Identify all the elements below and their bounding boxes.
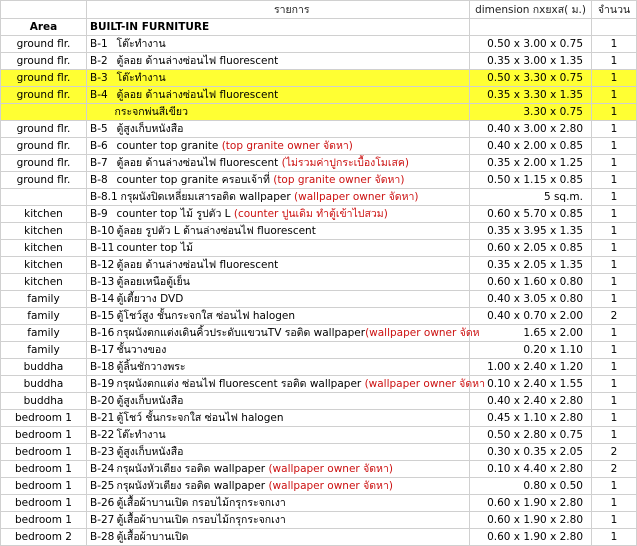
owner-note: (top granite owner จัดหา) bbox=[273, 174, 405, 186]
description-text: ตู้เสื้อผ้าบานเปิด กรอบไม้กรุกระจกเงา bbox=[116, 497, 286, 509]
quantity-cell[interactable]: 1 bbox=[592, 325, 637, 342]
code-cell[interactable]: B-25 bbox=[87, 478, 115, 495]
area-cell[interactable]: bedroom 2 bbox=[1, 529, 87, 546]
table-row bbox=[1, 189, 637, 206]
table-row bbox=[1, 342, 637, 359]
quantity-cell[interactable]: 1 bbox=[592, 478, 637, 495]
dimension-cell[interactable]: 0.60 x 1.60 x 0.80 bbox=[470, 274, 592, 291]
dimension-cell[interactable]: 0.60 x 1.90 x 2.80 bbox=[470, 529, 592, 546]
quantity-cell[interactable]: 1 bbox=[592, 36, 637, 53]
area-heading[interactable]: Area bbox=[1, 19, 87, 36]
table-row bbox=[1, 359, 637, 376]
code-cell[interactable]: B-7 bbox=[87, 155, 115, 172]
area-cell[interactable]: ground flr. bbox=[1, 138, 87, 155]
area-cell[interactable] bbox=[1, 104, 87, 121]
dimension-cell[interactable]: 0.40 x 2.00 x 0.85 bbox=[470, 138, 592, 155]
description-cell[interactable] bbox=[115, 223, 470, 240]
area-cell[interactable]: bedroom 1 bbox=[1, 512, 87, 529]
area-cell[interactable]: buddha bbox=[1, 376, 87, 393]
description-cell[interactable] bbox=[115, 512, 470, 529]
dimension-cell[interactable]: 0.35 x 3.95 x 1.35 bbox=[470, 223, 592, 240]
description-text: counter top ไม้ รูปตัว L bbox=[116, 208, 234, 220]
area-cell[interactable]: bedroom 1 bbox=[1, 478, 87, 495]
description-cell[interactable] bbox=[115, 36, 470, 53]
description-cell[interactable] bbox=[115, 155, 470, 172]
quantity-cell[interactable]: 1 bbox=[592, 342, 637, 359]
area-cell[interactable]: bedroom 1 bbox=[1, 427, 87, 444]
quantity-cell[interactable]: 2 bbox=[592, 308, 637, 325]
dimension-cell[interactable]: 0.40 x 3.00 x 2.80 bbox=[470, 121, 592, 138]
description-text: ตู้สูงเก็บหนังสือ bbox=[116, 446, 184, 458]
code-cell[interactable]: B-5 bbox=[87, 121, 115, 138]
table-row bbox=[1, 393, 637, 410]
code-cell[interactable]: B-26 bbox=[87, 495, 115, 512]
code-cell[interactable]: B-1 bbox=[87, 36, 115, 53]
dimension-cell[interactable]: 0.50 x 3.30 x 0.75 bbox=[470, 70, 592, 87]
table-row bbox=[1, 410, 637, 427]
description-text: ตู้ลอยเหนือตู้เย็น bbox=[116, 276, 190, 288]
dimension-cell[interactable]: 3.30 x 0.75 bbox=[470, 104, 592, 121]
quantity-cell[interactable]: 1 bbox=[592, 376, 637, 393]
area-cell[interactable]: buddha bbox=[1, 359, 87, 376]
area-cell[interactable]: ground flr. bbox=[1, 36, 87, 53]
quantity-cell[interactable]: 1 bbox=[592, 223, 637, 240]
code-cell[interactable]: B-2 bbox=[87, 53, 115, 70]
code-cell[interactable]: B-4 bbox=[87, 87, 115, 104]
table-row bbox=[1, 36, 637, 53]
code-cell[interactable]: B-12 bbox=[87, 257, 115, 274]
table-row bbox=[1, 427, 637, 444]
code-cell[interactable]: B-14 bbox=[87, 291, 115, 308]
dimension-cell[interactable]: 0.40 x 3.05 x 0.80 bbox=[470, 291, 592, 308]
area-cell[interactable]: kitchen bbox=[1, 206, 87, 223]
quantity-cell[interactable]: 1 bbox=[592, 172, 637, 189]
code-cell[interactable]: B-24 bbox=[87, 461, 115, 478]
quantity-cell[interactable]: 1 bbox=[592, 512, 637, 529]
code-cell[interactable]: B-3 bbox=[87, 70, 115, 87]
code-cell[interactable]: B-10 bbox=[87, 223, 115, 240]
description-text: กรุผนังตกแต่ง ซ่อนไฟ fluorescent รอติด wallpaper bbox=[116, 378, 365, 390]
owner-note: (counter ปูนเดิม ทำตู้เข้าไปสวม) bbox=[233, 208, 388, 220]
area-cell[interactable]: ground flr. bbox=[1, 155, 87, 172]
description-cell[interactable] bbox=[115, 240, 470, 257]
quantity-cell[interactable]: 1 bbox=[592, 121, 637, 138]
code-cell[interactable]: B-6 bbox=[87, 138, 115, 155]
description-text: กรุผนังหัวเตียง รอติด wallpaper bbox=[116, 480, 269, 492]
table-row bbox=[1, 172, 637, 189]
description-cell[interactable] bbox=[115, 308, 470, 325]
owner-note: (wallpaper owner จัดหา) bbox=[268, 480, 393, 492]
description-cell[interactable] bbox=[115, 257, 470, 274]
code-cell[interactable]: B-16 bbox=[87, 325, 115, 342]
table-row bbox=[1, 257, 637, 274]
area-cell[interactable]: bedroom 1 bbox=[1, 444, 87, 461]
code-cell[interactable]: B-11 bbox=[87, 240, 115, 257]
dimension-cell[interactable]: 0.60 x 2.05 x 0.85 bbox=[470, 240, 592, 257]
dimension-cell[interactable]: 5 sq.m. bbox=[470, 189, 592, 206]
table-row bbox=[1, 223, 637, 240]
quantity-cell[interactable]: 1 bbox=[592, 427, 637, 444]
description-cell[interactable] bbox=[115, 206, 470, 223]
code-cell[interactable]: B-21 bbox=[87, 410, 115, 427]
area-cell[interactable]: family bbox=[1, 308, 87, 325]
description-text: ตู้โชว์ ชั้นกระจกใส ซ่อนไฟ halogen bbox=[116, 412, 284, 424]
owner-note: (wallpaper owner จัดหา) bbox=[294, 191, 419, 203]
quantity-cell[interactable]: 1 bbox=[592, 495, 637, 512]
header-dimension[interactable]: dimension กxยxส( ม.) bbox=[470, 1, 592, 19]
quantity-cell[interactable]: 1 bbox=[592, 138, 637, 155]
dimension-cell[interactable]: 1.00 x 2.40 x 1.20 bbox=[470, 359, 592, 376]
dimension-cell[interactable]: 1.65 x 2.00 bbox=[470, 325, 592, 342]
description-text: counter top granite bbox=[116, 140, 222, 152]
dimension-cell[interactable]: 0.50 x 1.15 x 0.85 bbox=[470, 172, 592, 189]
description-cell[interactable] bbox=[115, 393, 470, 410]
code-cell[interactable]: B-13 bbox=[87, 274, 115, 291]
description-text: ตู้เสื้อผ้าบานเปิด bbox=[116, 531, 189, 543]
owner-note: (wallpaper owner จัดหา) bbox=[268, 463, 393, 475]
quantity-cell[interactable]: 2 bbox=[592, 461, 637, 478]
code-cell[interactable]: B-9 bbox=[87, 206, 115, 223]
owner-note: (wallpaper owner จัดหา bbox=[364, 378, 485, 390]
owner-note: (top granite owner จัดหา) bbox=[221, 140, 353, 152]
quantity-cell[interactable]: 1 bbox=[592, 291, 637, 308]
code-cell[interactable]: B-19 bbox=[87, 376, 115, 393]
table-row bbox=[1, 529, 637, 546]
code-cell[interactable]: B-8.1 bbox=[87, 189, 115, 206]
area-cell[interactable]: bedroom 1 bbox=[1, 495, 87, 512]
description-cell[interactable] bbox=[115, 172, 470, 189]
description-text: ตู้ลอย รูปตัว L ด้านล่างซ่อนไฟ fluorescent bbox=[116, 225, 316, 237]
table-row bbox=[1, 206, 637, 223]
area-cell[interactable]: ground flr. bbox=[1, 87, 87, 104]
description-text: ชั้นวางของ bbox=[116, 344, 167, 356]
description-text: counter top granite ครอบเจ้าที่ bbox=[116, 174, 274, 186]
description-text: ตู้ลอย ด้านล่างซ่อนไฟ fluorescent bbox=[116, 55, 279, 67]
quantity-cell[interactable]: 1 bbox=[592, 104, 637, 121]
dimension-cell[interactable]: 0.50 x 2.80 x 0.75 bbox=[470, 427, 592, 444]
dimension-cell[interactable]: 0.30 x 0.35 x 2.05 bbox=[470, 444, 592, 461]
dimension-cell[interactable]: 0.20 x 1.10 bbox=[470, 342, 592, 359]
area-cell[interactable]: ground flr. bbox=[1, 53, 87, 70]
quantity-cell[interactable]: 1 bbox=[592, 87, 637, 104]
description-cell[interactable] bbox=[115, 376, 485, 393]
description-text: กรุผนังตกแต่งเดินคิ้วประดับแขวนTV รอติด wallpaper bbox=[116, 327, 366, 339]
dimension-cell[interactable]: 0.60 x 1.90 x 2.80 bbox=[470, 512, 592, 529]
dimension-cell[interactable]: 0.50 x 3.00 x 0.75 bbox=[470, 36, 592, 53]
table-row bbox=[1, 308, 637, 325]
quantity-cell[interactable]: 1 bbox=[592, 70, 637, 87]
description-cell[interactable] bbox=[115, 529, 470, 546]
description-cell[interactable] bbox=[115, 104, 470, 121]
area-cell[interactable]: bedroom 1 bbox=[1, 410, 87, 427]
code-cell[interactable]: B-8 bbox=[87, 172, 115, 189]
quantity-cell[interactable]: 1 bbox=[592, 393, 637, 410]
table-row bbox=[1, 512, 637, 529]
description-cell[interactable] bbox=[115, 325, 480, 342]
dimension-cell[interactable]: 0.10 x 4.40 x 2.80 bbox=[470, 461, 592, 478]
quantity-cell[interactable]: 1 bbox=[592, 240, 637, 257]
quantity-cell[interactable]: 1 bbox=[592, 189, 637, 206]
dimension-cell[interactable]: 0.60 x 5.70 x 0.85 bbox=[470, 206, 592, 223]
header-code[interactable] bbox=[87, 1, 115, 19]
description-cell[interactable] bbox=[115, 427, 470, 444]
description-cell[interactable] bbox=[115, 359, 470, 376]
description-cell[interactable] bbox=[115, 410, 470, 427]
description-cell[interactable] bbox=[115, 189, 470, 206]
area-cell[interactable]: kitchen bbox=[1, 223, 87, 240]
area-cell[interactable]: kitchen bbox=[1, 240, 87, 257]
description-text: กระจกพ่นสีเขียว bbox=[114, 106, 188, 118]
quantity-cell[interactable]: 1 bbox=[592, 155, 637, 172]
code-cell[interactable]: B-23 bbox=[87, 444, 115, 461]
dimension-cell[interactable]: 0.35 x 3.00 x 1.35 bbox=[470, 53, 592, 70]
description-text: โต๊ะทำงาน bbox=[116, 38, 166, 50]
table-row bbox=[1, 291, 637, 308]
area-cell[interactable]: family bbox=[1, 291, 87, 308]
quantity-cell[interactable]: 1 bbox=[592, 257, 637, 274]
description-text: โต๊ะทำงาน bbox=[116, 72, 166, 84]
code-cell[interactable]: B-17 bbox=[87, 342, 115, 359]
quantity-cell[interactable]: 1 bbox=[592, 529, 637, 546]
section-title[interactable]: BUILT-IN FURNITURE bbox=[87, 19, 470, 36]
description-text: กรุผนังหัวเตียง รอติด wallpaper bbox=[116, 463, 269, 475]
dimension-cell[interactable]: 0.10 x 2.40 x 1.55 bbox=[470, 376, 592, 393]
area-cell[interactable]: ground flr. bbox=[1, 70, 87, 87]
description-cell[interactable] bbox=[115, 342, 470, 359]
table-row bbox=[1, 70, 637, 87]
header-qty[interactable]: จำนวน bbox=[592, 1, 637, 19]
area-cell[interactable]: family bbox=[1, 325, 87, 342]
area-cell[interactable] bbox=[1, 189, 87, 206]
description-text: โต๊ะทำงาน bbox=[116, 429, 166, 441]
description-text: ตู้เสื้อผ้าบานเปิด กรอบไม้กรุกระจกเงา bbox=[116, 514, 286, 526]
description-text: ตู้สูงเก็บหนังสือ bbox=[116, 395, 184, 407]
description-text: ตู้ลิ้นชักวางพระ bbox=[116, 361, 186, 373]
area-cell[interactable]: ground flr. bbox=[1, 172, 87, 189]
dimension-cell[interactable]: 0.60 x 1.90 x 2.80 bbox=[470, 495, 592, 512]
quantity-cell[interactable]: 1 bbox=[592, 206, 637, 223]
quantity-cell[interactable]: 1 bbox=[592, 274, 637, 291]
quantity-cell[interactable]: 1 bbox=[592, 410, 637, 427]
description-text: ตู้โชว์สูง ชั้นกระจกใส ซ่อนไฟ halogen bbox=[116, 310, 296, 322]
code-cell[interactable]: B-20 bbox=[87, 393, 115, 410]
table-row bbox=[1, 495, 637, 512]
dimension-cell[interactable]: 0.35 x 2.00 x 1.25 bbox=[470, 155, 592, 172]
owner-note: (wallpaper owner จัดห bbox=[365, 327, 480, 339]
area-cell[interactable]: bedroom 1 bbox=[1, 461, 87, 478]
table-row bbox=[1, 478, 637, 495]
quantity-cell[interactable]: 2 bbox=[592, 444, 637, 461]
description-text: ตู้ลอย ด้านล่างซ่อนไฟ fluorescent bbox=[116, 89, 279, 101]
table-row bbox=[1, 325, 637, 342]
header-row bbox=[1, 1, 637, 19]
table-row bbox=[1, 87, 637, 104]
description-cell[interactable] bbox=[115, 461, 470, 478]
owner-note: (ไม่รวมค่าปูกระเบื้องโมเสค) bbox=[281, 157, 409, 169]
code-cell[interactable]: B-18 bbox=[87, 359, 115, 376]
code-cell[interactable] bbox=[87, 104, 115, 121]
description-cell[interactable] bbox=[115, 291, 470, 308]
dimension-cell[interactable]: 0.45 x 1.10 x 2.80 bbox=[470, 410, 592, 427]
code-cell[interactable]: B-28 bbox=[87, 529, 115, 546]
description-cell[interactable] bbox=[115, 70, 470, 87]
dimension-cell[interactable]: 0.80 x 0.50 bbox=[470, 478, 592, 495]
area-cell[interactable]: buddha bbox=[1, 393, 87, 410]
header-item[interactable]: รายการ bbox=[115, 1, 470, 19]
description-text: ตู้ลอย ด้านล่างซ่อนไฟ fluorescent bbox=[116, 157, 282, 169]
description-cell[interactable] bbox=[115, 87, 470, 104]
table-row bbox=[1, 461, 637, 478]
area-cell[interactable]: kitchen bbox=[1, 274, 87, 291]
code-cell[interactable]: B-15 bbox=[87, 308, 115, 325]
description-cell[interactable] bbox=[115, 138, 470, 155]
description-text: ตู้ลอย ด้านล่างซ่อนไฟ fluorescent bbox=[116, 259, 279, 271]
description-text: ตู้สูงเก็บหนังสือ bbox=[116, 123, 184, 135]
description-text: counter top ไม้ bbox=[116, 242, 193, 254]
dimension-cell[interactable]: 0.40 x 2.40 x 2.80 bbox=[470, 393, 592, 410]
description-cell[interactable] bbox=[115, 444, 470, 461]
table-row bbox=[1, 53, 637, 70]
area-cell[interactable]: family bbox=[1, 342, 87, 359]
table-row bbox=[1, 138, 637, 155]
title-row bbox=[1, 19, 637, 36]
table-row bbox=[1, 104, 637, 121]
title-qty-cell[interactable] bbox=[592, 19, 637, 36]
area-cell[interactable]: ground flr. bbox=[1, 121, 87, 138]
description-cell[interactable] bbox=[115, 121, 470, 138]
code-cell[interactable]: B-27 bbox=[87, 512, 115, 529]
dimension-cell[interactable]: 0.35 x 3.30 x 1.35 bbox=[470, 87, 592, 104]
description-cell[interactable] bbox=[115, 53, 470, 70]
table-row bbox=[1, 155, 637, 172]
description-cell[interactable] bbox=[115, 274, 470, 291]
description-text: กรุผนังปิดเหลี่ยมเสารอติด wallpaper bbox=[120, 191, 295, 203]
table-row bbox=[1, 376, 637, 393]
table-row bbox=[1, 121, 637, 138]
description-text: ตู้เตี้ยวาง DVD bbox=[116, 293, 184, 305]
title-dim-cell[interactable] bbox=[470, 19, 592, 36]
quantity-cell[interactable]: 1 bbox=[592, 359, 637, 376]
description-cell[interactable] bbox=[115, 495, 470, 512]
code-cell[interactable]: B-22 bbox=[87, 427, 115, 444]
quantity-cell[interactable]: 1 bbox=[592, 53, 637, 70]
table-row bbox=[1, 444, 637, 461]
table-row bbox=[1, 274, 637, 291]
description-cell[interactable] bbox=[115, 478, 470, 495]
header-area[interactable] bbox=[1, 1, 87, 19]
dimension-cell[interactable]: 0.40 x 0.70 x 2.00 bbox=[470, 308, 592, 325]
dimension-cell[interactable]: 0.35 x 2.05 x 1.35 bbox=[470, 257, 592, 274]
table-row bbox=[1, 240, 637, 257]
area-cell[interactable]: kitchen bbox=[1, 257, 87, 274]
